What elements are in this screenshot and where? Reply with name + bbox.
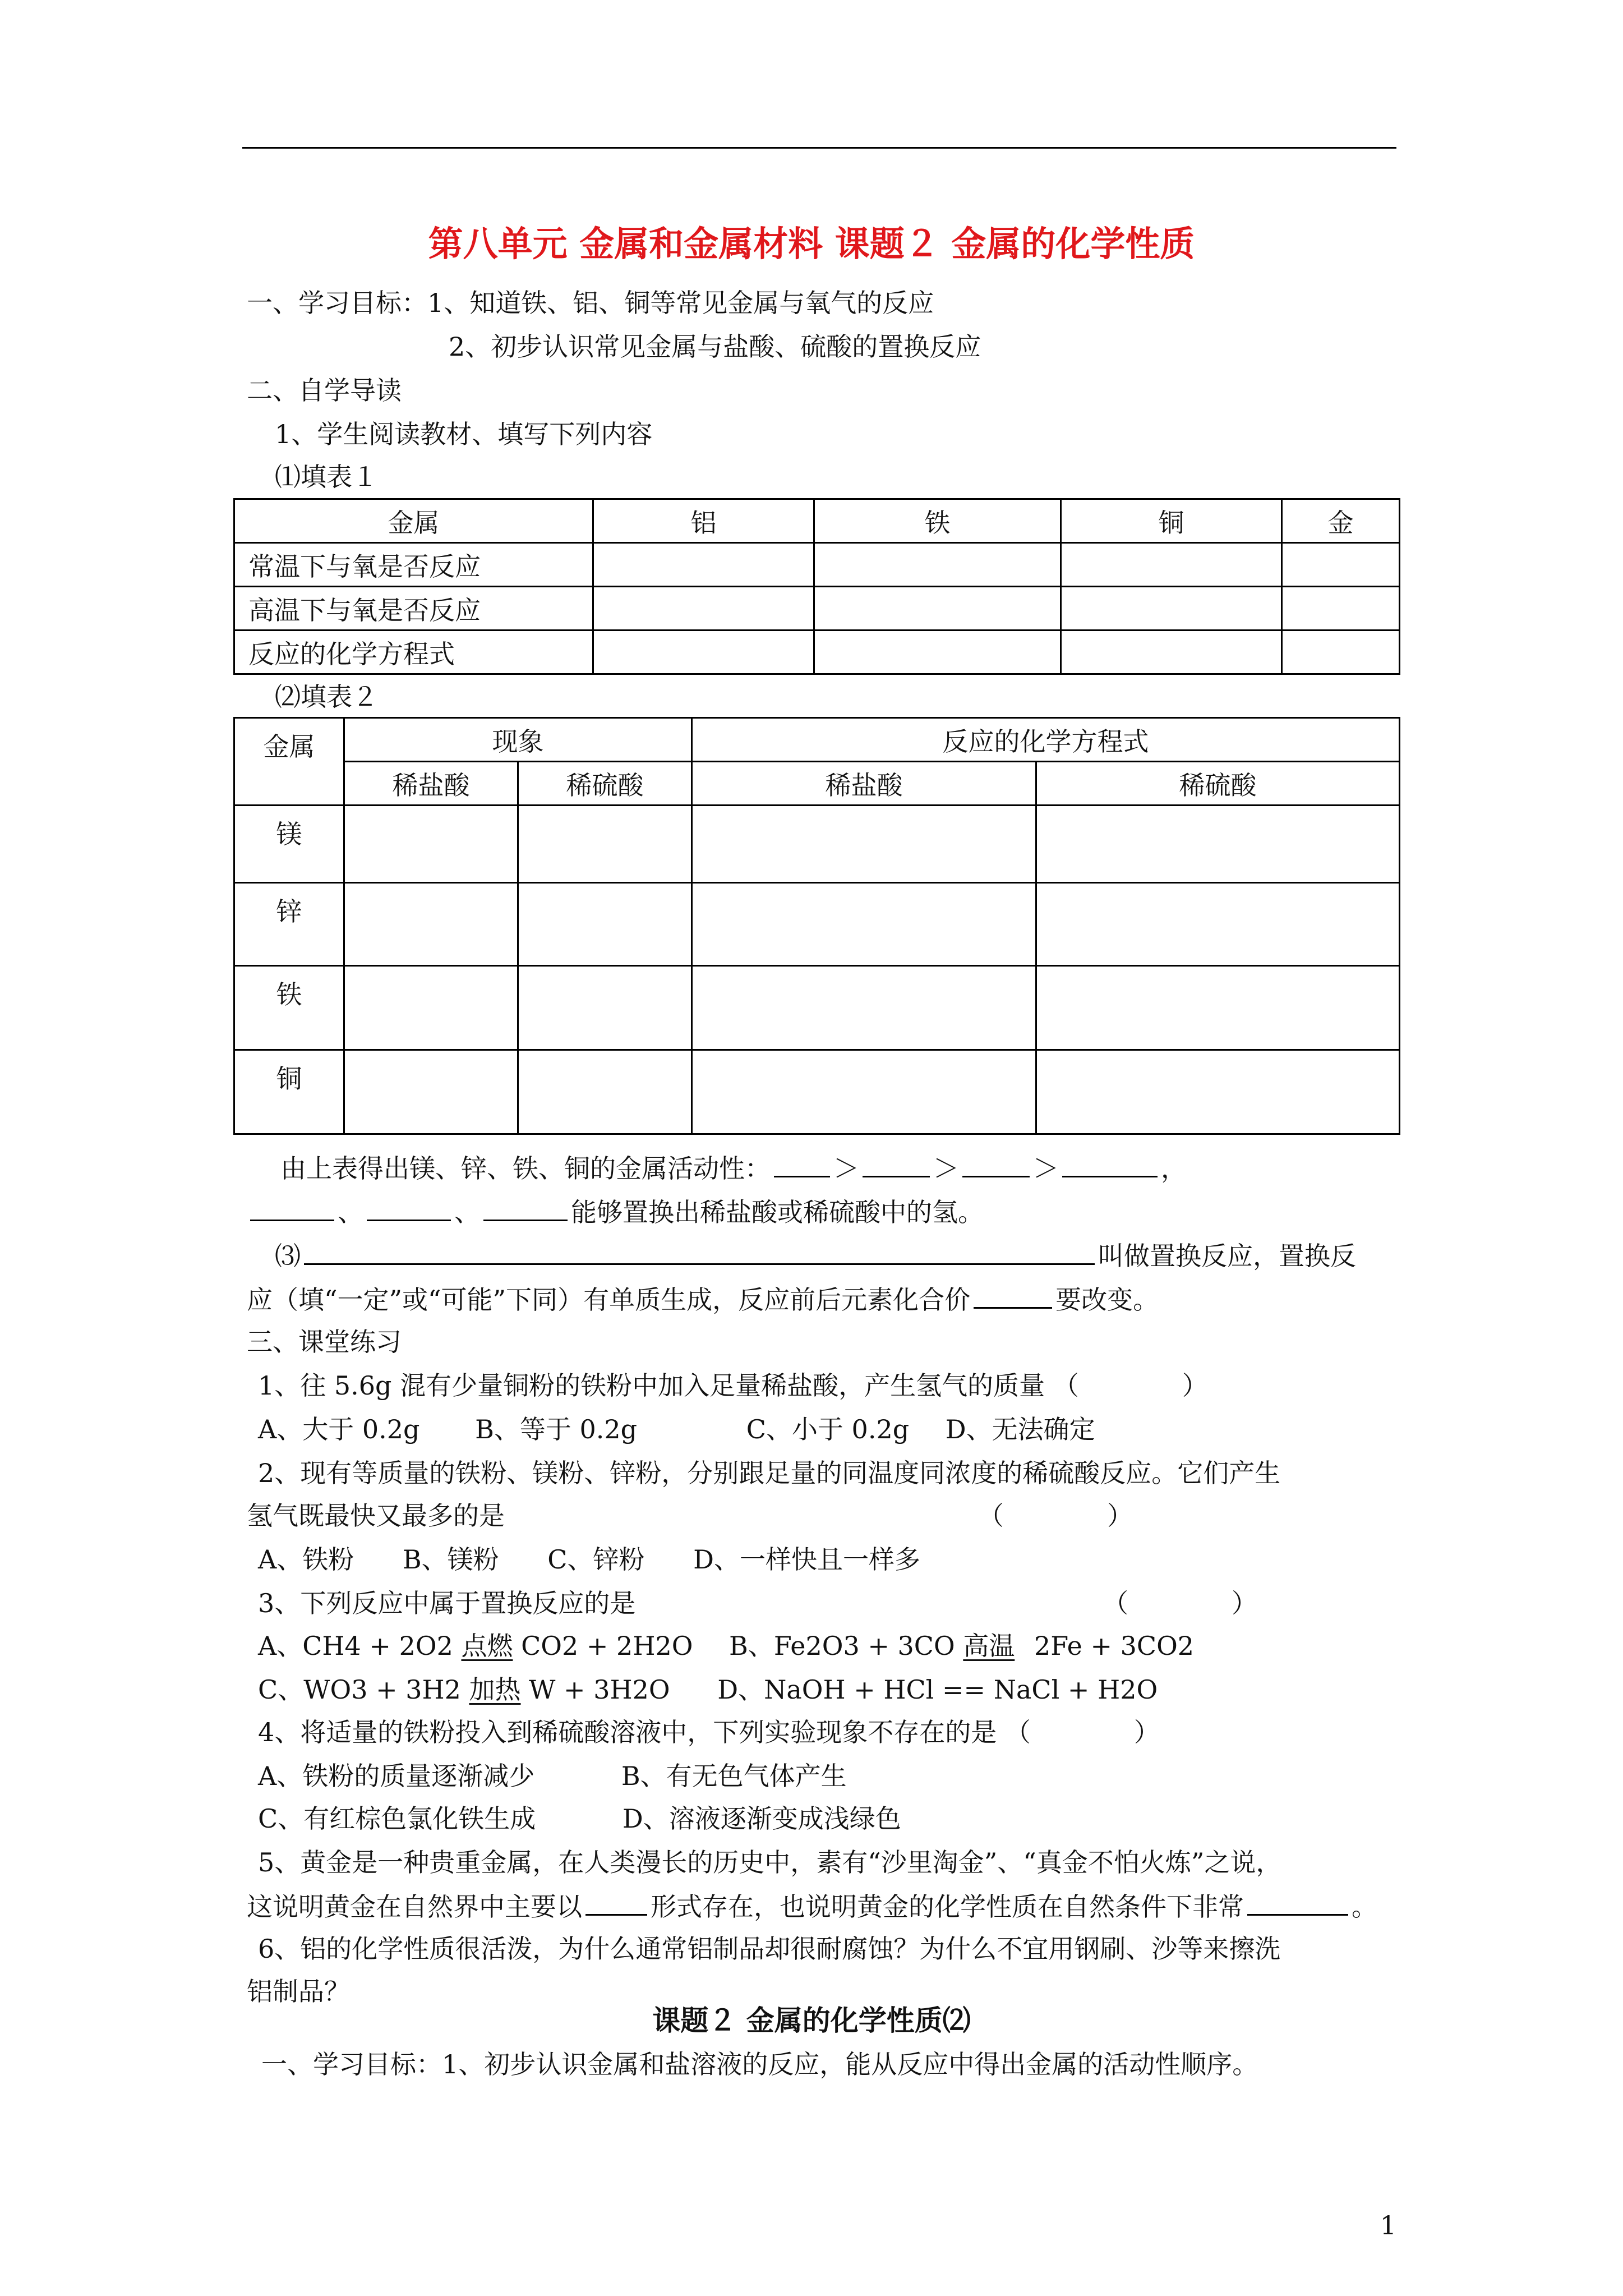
- table2-row-label: 铁: [234, 966, 344, 1050]
- table-row: [234, 966, 1400, 1050]
- objectives-heading-text: 一、学习目标：1、知道铁、铝、铜等常见金属与氧气的反应: [247, 288, 934, 318]
- table2-cell[interactable]: [692, 1050, 1036, 1134]
- table1-row-label: 常温下与氧是否反应: [234, 543, 593, 587]
- section3-heading: 三、课堂练习: [247, 1327, 402, 1357]
- q3-option-a-products: CO2 + 2H2O: [521, 1631, 693, 1661]
- q4-option-c[interactable]: C、有红棕色氯化铁生成: [258, 1803, 536, 1834]
- q4: 4、将适量的铁粉投入到稀硫酸溶液中，下列实验现象不存在的是 （ ）: [258, 1717, 1160, 1747]
- table1-cell[interactable]: [1282, 587, 1400, 631]
- gt-sign: ＞: [833, 1153, 859, 1184]
- table1-cell[interactable]: [1061, 631, 1282, 674]
- comma: ，: [1161, 1153, 1187, 1184]
- blank[interactable]: [1247, 1889, 1348, 1916]
- table-row: [234, 883, 1400, 966]
- blank[interactable]: [585, 1889, 647, 1916]
- table2-cell[interactable]: [1036, 883, 1400, 966]
- table2-header-metal: 金属: [234, 718, 344, 806]
- table1-header-al: 铝: [593, 499, 814, 543]
- q5-text: 。: [1352, 1892, 1377, 1922]
- table2-subheader-h2so4: 稀硫酸: [518, 762, 692, 806]
- blank[interactable]: [1062, 1151, 1158, 1177]
- dun-mark: 、: [454, 1197, 480, 1227]
- table1-header-fe: 铁: [814, 499, 1061, 543]
- activity-line-1: [280, 1151, 1187, 1185]
- reaction-condition: 点燃: [461, 1631, 513, 1661]
- table2-row-label: 铜: [234, 1050, 344, 1134]
- blank[interactable]: [974, 1282, 1052, 1309]
- q3-option-c-products: W + 3H2O: [529, 1674, 670, 1705]
- item3-line-1: [275, 1239, 1356, 1273]
- q2-option-d[interactable]: D、一样快且一样多: [693, 1544, 921, 1575]
- item3-text: 要改变。: [1055, 1285, 1159, 1315]
- q5-line-1: 5、黄金是一种贵重金属，在人类漫长的历史中，素有“沙里淘金”、“真金不怕火炼”之说，: [258, 1847, 1282, 1878]
- dun-mark: 、: [338, 1197, 363, 1227]
- blank[interactable]: [304, 1239, 1095, 1265]
- table1-cell[interactable]: [593, 543, 814, 587]
- table1-cell[interactable]: [814, 587, 1061, 631]
- q2-option-c[interactable]: C、锌粉: [547, 1544, 645, 1575]
- page-title: 第八单元 金属和金属材料 课题２ 金属的化学性质: [428, 223, 1195, 264]
- activity-line-2: [247, 1195, 984, 1229]
- item3-text: 应（填“一定”或“可能”下同）有单质生成，反应前后元素化合价: [247, 1285, 971, 1315]
- table1-row-label: 高温下与氧是否反应: [234, 587, 593, 631]
- q4-options-cd: [258, 1802, 901, 1835]
- item3-prefix: ⑶: [275, 1241, 301, 1271]
- table1-cell[interactable]: [814, 631, 1061, 674]
- table2-cell[interactable]: [518, 806, 692, 883]
- table1-cell[interactable]: [1061, 587, 1282, 631]
- q6-line-2: 铝制品？: [247, 1976, 350, 2007]
- q1: 1、往 5.6g 混有少量铜粉的铁粉中加入足量稀盐酸，产生氢气的质量 （ ）: [258, 1370, 1208, 1401]
- table1-cell[interactable]: [593, 631, 814, 674]
- table1-cell[interactable]: [1061, 543, 1282, 587]
- item3-line-2: [247, 1282, 1159, 1317]
- table2-cell[interactable]: [518, 1050, 692, 1134]
- q3-option-b-products: 2Fe + 3CO2: [1034, 1631, 1195, 1661]
- table-row: [234, 1050, 1400, 1134]
- blank[interactable]: [367, 1195, 451, 1221]
- table2-subheader-h2so4: 稀硫酸: [1036, 762, 1400, 806]
- blank[interactable]: [774, 1151, 830, 1177]
- table2-cell[interactable]: [344, 1050, 518, 1134]
- blank[interactable]: [250, 1195, 334, 1221]
- item3-suffix: 叫做置换反应，置换反: [1098, 1241, 1356, 1271]
- activity-text: 由上表得出镁、锌、铁、铜的金属活动性：: [280, 1153, 771, 1184]
- q3-options-cd: [258, 1673, 1158, 1706]
- part2-objective: 一、学习目标：1、初步认识金属和盐溶液的反应，能从反应中得出金属的活动性顺序。: [261, 2049, 1258, 2079]
- table2-cell[interactable]: [518, 966, 692, 1050]
- q4-option-b[interactable]: B、有无色气体产生: [621, 1761, 847, 1791]
- q2-line-1: 2、现有等质量的铁粉、镁粉、锌粉，分别跟足量的同温度同浓度的稀硫酸反应。它们产生: [258, 1458, 1281, 1488]
- table1-header-metal: 金属: [234, 499, 593, 543]
- table2: [233, 717, 1400, 1135]
- table2-cell[interactable]: [692, 806, 1036, 883]
- q5-text: 形式存在，也说明黄金的化学性质在自然条件下非常: [651, 1892, 1244, 1922]
- table1-row-label: 反应的化学方程式: [234, 631, 593, 674]
- q4-options-ab: [258, 1759, 847, 1793]
- q3-option-b[interactable]: B、Fe2O3 + 3CO: [729, 1631, 955, 1661]
- gt-sign: ＞: [933, 1153, 959, 1184]
- q3: 3、下列反应中属于置换反应的是: [258, 1588, 636, 1618]
- blank[interactable]: [863, 1151, 930, 1177]
- q1-option-a[interactable]: A、大于 0.2g: [258, 1414, 420, 1444]
- activity-text: 能够置换出稀盐酸或稀硫酸中的氢。: [571, 1197, 984, 1227]
- table1-header-cu: 铜: [1061, 499, 1282, 543]
- q3-option-a[interactable]: A、CH4 + 2O2: [258, 1631, 453, 1661]
- q1-option-b[interactable]: B、等于 0.2g: [475, 1414, 638, 1444]
- table-row: [234, 543, 1400, 587]
- table1-cell[interactable]: [814, 543, 1061, 587]
- objectives-heading: [247, 286, 934, 320]
- blank[interactable]: [483, 1195, 568, 1221]
- table2-cell[interactable]: [1036, 1050, 1400, 1134]
- table2-row-label: 镁: [234, 806, 344, 883]
- q2-option-a[interactable]: A、铁粉: [258, 1544, 354, 1575]
- table1-label: ⑴填表１: [275, 462, 378, 492]
- table2-cell[interactable]: [1036, 966, 1400, 1050]
- table2-cell[interactable]: [344, 883, 518, 966]
- q2-line-2: [247, 1499, 505, 1533]
- table2-cell[interactable]: [344, 806, 518, 883]
- section2-item1: 1、学生阅读教材、填写下列内容: [275, 419, 653, 449]
- table-row: [234, 806, 1400, 883]
- reaction-condition: 加热: [469, 1674, 521, 1705]
- reaction-condition: 高温: [963, 1631, 1015, 1661]
- q1-options: [258, 1412, 1095, 1446]
- gt-sign: ＞: [1033, 1153, 1059, 1184]
- table2-subheader-hcl: 稀盐酸: [344, 762, 518, 806]
- table1-header-au: 金: [1282, 499, 1400, 543]
- section2-heading: 二、自学导读: [247, 375, 402, 406]
- q2-text: 氢气既最快又最多的是: [247, 1501, 505, 1531]
- page-number: 1: [1380, 2210, 1396, 2240]
- table-row: [234, 587, 1400, 631]
- table2-row-label: 锌: [234, 883, 344, 966]
- table2-header-equation: 反应的化学方程式: [692, 718, 1400, 762]
- q3-answer-paren[interactable]: （ ）: [1103, 1588, 1257, 1618]
- q4-option-d[interactable]: D、溶液逐渐变成浅绿色: [622, 1803, 901, 1834]
- q3-option-c[interactable]: C、WO3 + 3H2: [258, 1674, 461, 1705]
- q2-answer-paren[interactable]: （ ）: [978, 1501, 1133, 1531]
- q6-line-1: 6、铝的化学性质很活泼，为什么通常铝制品却很耐腐蚀？为什么不宜用钢刷、沙等来擦洗: [258, 1934, 1281, 1964]
- table2-label: ⑵填表２: [275, 682, 378, 712]
- q2-option-b[interactable]: B、镁粉: [402, 1544, 499, 1575]
- table2-header-phenomenon: 现象: [344, 718, 692, 762]
- objective-2: 2、初步认识常见金属与盐酸、硫酸的置换反应: [449, 332, 981, 362]
- table2-cell[interactable]: [692, 966, 1036, 1050]
- q1-option-d[interactable]: D、无法确定: [945, 1414, 1095, 1444]
- table2-subheader-row: [234, 762, 1400, 806]
- part2-title: 课题２ 金属的化学性质⑵: [652, 2004, 971, 2037]
- q4-option-a[interactable]: A、铁粉的质量逐渐减少: [258, 1761, 535, 1791]
- q1-option-c[interactable]: C、小于 0.2g: [746, 1414, 910, 1444]
- q5-line-2: [247, 1889, 1377, 1924]
- table2-cell[interactable]: [1036, 806, 1400, 883]
- table2-cell[interactable]: [518, 883, 692, 966]
- table2-cell[interactable]: [692, 883, 1036, 966]
- table1-header-row: [234, 499, 1400, 543]
- table2-subheader-hcl: 稀盐酸: [692, 762, 1036, 806]
- blank[interactable]: [962, 1151, 1030, 1177]
- table1-cell[interactable]: [593, 587, 814, 631]
- header-rule: [242, 147, 1396, 149]
- table1: [233, 498, 1400, 675]
- q3-option-d[interactable]: D、NaOH + HCl == NaCl + H2O: [717, 1674, 1158, 1705]
- table2-cell[interactable]: [344, 966, 518, 1050]
- q3-options-ab: [258, 1629, 1194, 1663]
- table2-header-row: [234, 718, 1400, 762]
- q2-options: [258, 1543, 920, 1576]
- table1-cell[interactable]: [1282, 631, 1400, 674]
- table1-cell[interactable]: [1282, 543, 1400, 587]
- q5-text: 这说明黄金在自然界中主要以: [247, 1892, 582, 1922]
- table-row: [234, 631, 1400, 674]
